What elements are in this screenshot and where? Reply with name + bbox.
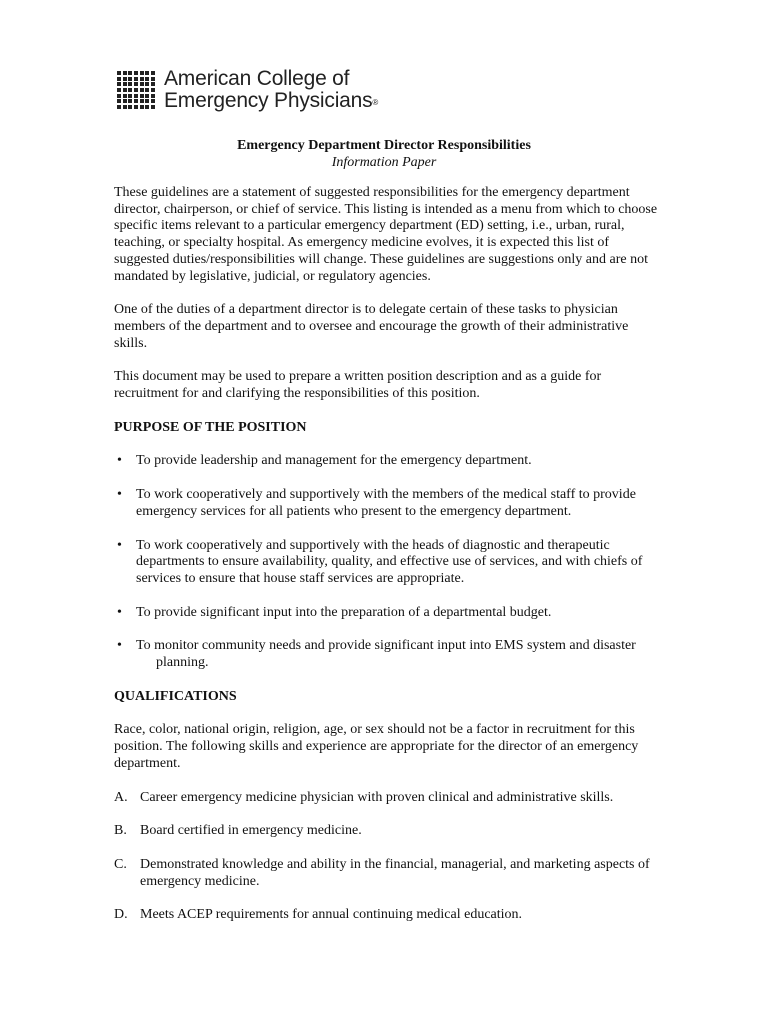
purpose-item-1: [114, 453, 659, 470]
purpose-item-3: [114, 538, 659, 588]
bullet-icon: •: [117, 537, 122, 553]
purpose-item-text: To work cooperatively and supportively with the heads of diagnostic and therapeutic departments to ensure availability, quality, and effective use of services, and with chiefs of services to ensure that house staff services are appropriate.: [136, 537, 643, 586]
qualification-item-d: [114, 907, 659, 924]
list-letter: D.: [114, 907, 128, 923]
intro-paragraph-1: These guidelines are a statement of suggested responsibilities for the emergency department director, chairperson, or chief of service. This listing is intended as a menu from which to choose specific items relevant to a particular emergency department (ED) setting, i.e., urban, rural, teaching, or specialty hospital. As emergency medicine evolves, it is expected this list of suggested duties/responsibilities will change. These guidelines are suggestions only and are not mandated by legislative, judicial, or regulatory agencies.: [114, 185, 658, 284]
purpose-list: [114, 453, 659, 671]
purpose-item-2: [114, 487, 659, 520]
list-letter: B.: [114, 823, 127, 839]
purpose-heading: PURPOSE OF THE POSITION: [114, 419, 307, 435]
bullet-icon: •: [117, 604, 122, 620]
purpose-item-text-line2: planning.: [156, 655, 209, 671]
org-name-line1: American College of: [164, 67, 350, 90]
purpose-item-5: [114, 638, 659, 671]
document-subtitle: Information Paper: [331, 155, 437, 170]
qualifications-heading: QUALIFICATIONS: [114, 688, 237, 704]
purpose-item-4: [114, 605, 659, 622]
intro-paragraph-3: This document may be used to prepare a written position description and as a guide for recruitment for and clarifying the responsibilities of this position.: [114, 369, 602, 402]
purpose-item-text: To provide leadership and management for the emergency department.: [136, 453, 532, 469]
purpose-item-text-line1: To monitor community needs and provide significant input into EMS system and disaster: [136, 638, 636, 654]
qualification-text: Board certified in emergency medicine.: [140, 823, 362, 839]
qualification-item-a: [114, 790, 659, 807]
purpose-item-text: To work cooperatively and supportively with the members of the medical staff to provide emergency services for all patients who present to the emergency department.: [136, 487, 636, 519]
list-letter: C.: [114, 856, 127, 872]
logo-grid-icon: [117, 71, 155, 109]
intro-paragraph-2: One of the duties of a department director is to delegate certain of these tasks to physician members of the department and to oversee and encourage the growth of their administrative skills.: [114, 302, 629, 351]
qualifications-list: [114, 790, 659, 925]
qualification-item-c: [114, 857, 659, 890]
document-body: [114, 185, 659, 941]
registered-mark: ®: [372, 98, 379, 107]
qualification-text: Demonstrated knowledge and ability in the financial, managerial, and marketing aspects of emergency medicine.: [140, 856, 650, 889]
bullet-icon: •: [117, 487, 122, 503]
document-title: Emergency Department Director Responsibilities: [237, 138, 531, 153]
logo-wordmark: [164, 68, 378, 112]
qualifications-intro: Race, color, national origin, religion, age, or sex should not be a factor in recruitment for this position. The following skills and experience are appropriate for the director of an emergency department.: [114, 722, 639, 771]
acep-logo: [117, 68, 378, 112]
list-letter: A.: [114, 789, 128, 805]
qualification-item-b: [114, 823, 659, 840]
org-name-line2: Emergency Physicians: [164, 89, 373, 112]
purpose-item-text: To provide significant input into the preparation of a departmental budget.: [136, 604, 552, 620]
qualification-text: Meets ACEP requirements for annual continuing medical education.: [140, 907, 523, 923]
bullet-icon: •: [117, 453, 122, 469]
qualification-text: Career emergency medicine physician with proven clinical and administrative skills.: [140, 789, 614, 805]
bullet-icon: •: [117, 638, 122, 654]
